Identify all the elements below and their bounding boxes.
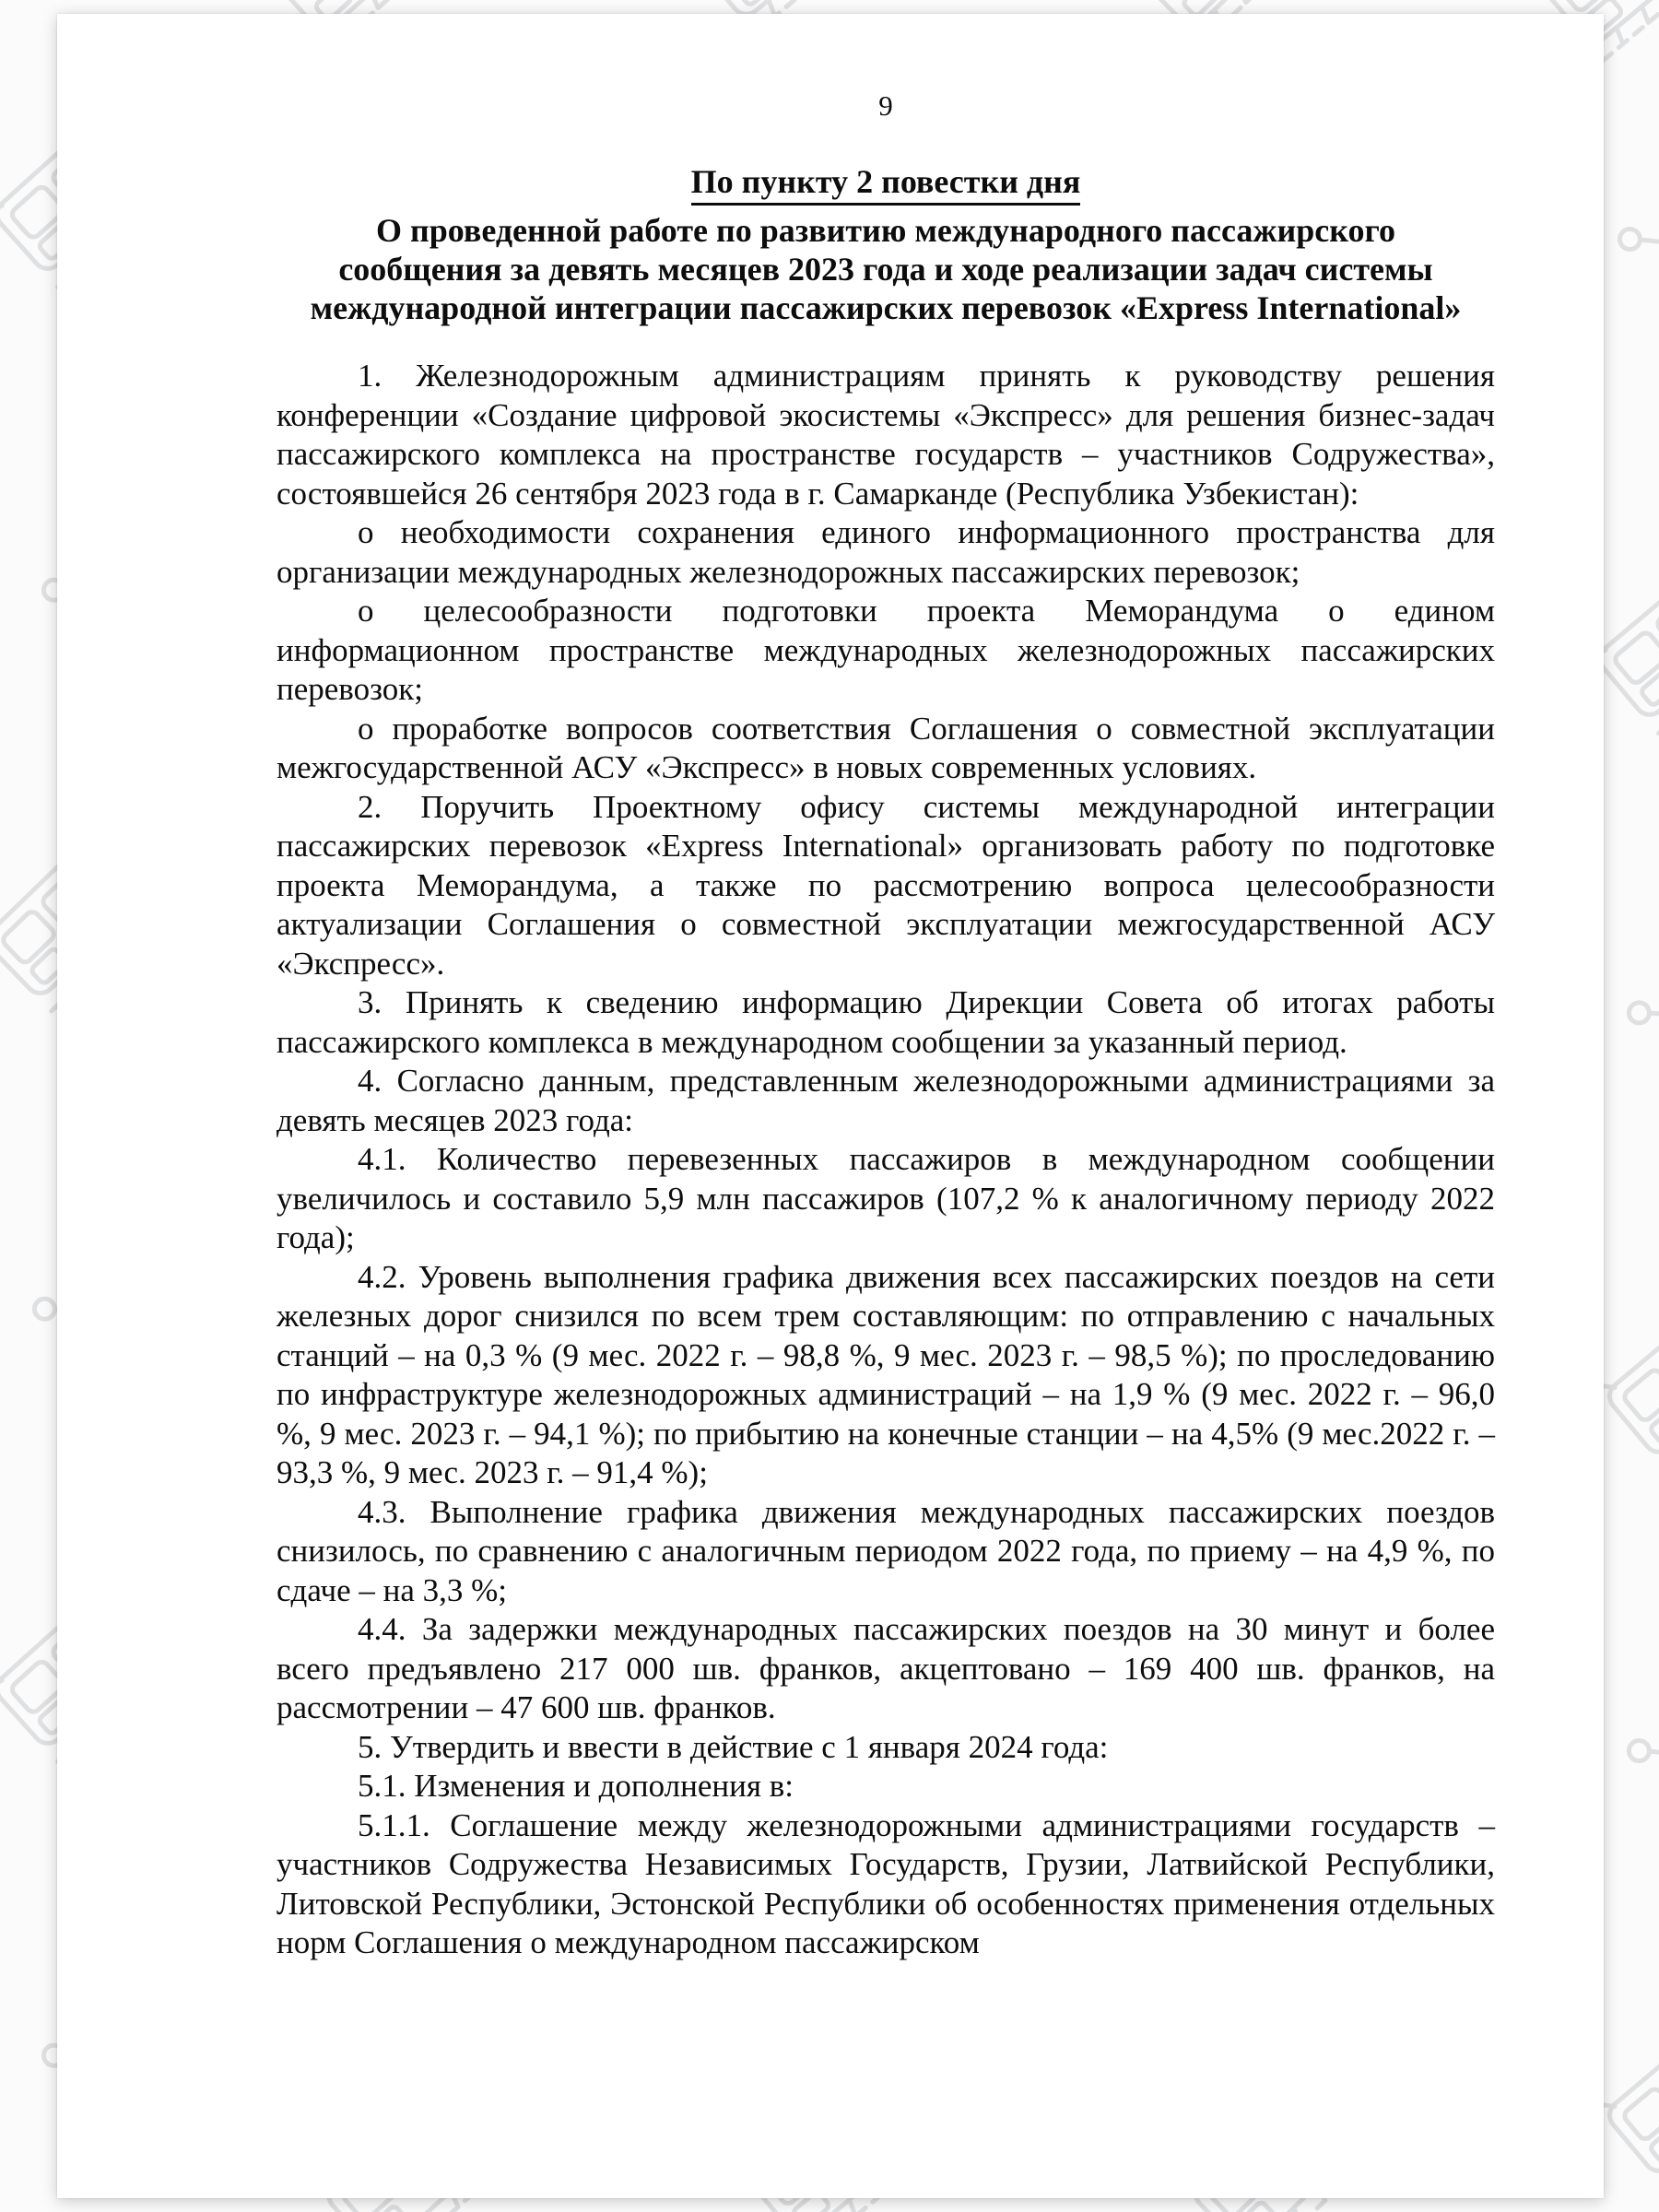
paragraph: 4.2. Уровень выполнения графика движения всех пассажирских поездов на сети железных дорог снизился по всем трем составляющим: по отправлению с начальных станций – на 0,3 % (9 мес. 2022 г. – 98,8 %, 9 мес. 2023 г. – 98,5 %); по проследованию по инфраструктуре железнодорожных администраций – на 1,9 % (9 мес. 2022 г. – 96,0 %, 9 мес. 2023 г. – 94,1 %); по прибытию на конечные станции – на 4,5% (9 мес.2022 г. – 93,3 %, 9 мес. 2023 г. – 91,4 %); xyxy=(276,1258,1495,1490)
paragraph: о проработке вопросов соответствия Соглашения о совместной эксплуатации межгосударственной АСУ «Экспресс» в новых современных условиях. xyxy=(276,710,1495,785)
document-sheet xyxy=(57,14,1604,2198)
paragraph: 4. Согласно данным, представленным железнодорожными администрациями за девять месяцев 2023 года: xyxy=(276,1063,1495,1138)
paragraph: 3. Принять к сведению информацию Дирекции Совета об итогах работы пассажирского комплекса в международном сообщении за указанный период. xyxy=(276,984,1495,1060)
paragraph: 5.1.1. Соглашение между железнодорожными администрациями государств – участников Содружества Независимых Государств, Грузии, Латвийской Республики, Литовской Республики, Эстонской Республики об особенностях применения отдельных норм Соглашения о международном пассажирском xyxy=(276,1806,1495,1960)
paragraph: 5. Утвердить и ввести в действие с 1 января 2024 года: xyxy=(358,1728,1109,1765)
paragraph: 4.1. Количество перевезенных пассажиров в международном сообщении увеличилось и составило 5,9 млн пассажиров (107,2 % к аналогичному периоду 2022 года); xyxy=(276,1141,1495,1255)
paragraph: 4.4. За задержки международных пассажирских поездов на 30 минут и более всего предъявлено 217 000 шв. франков, акцептовано – 169 400 шв. франков, на рассмотрении – 47 600 шв. франков. xyxy=(276,1611,1495,1725)
paragraph: 4.3. Выполнение графика движения международных пассажирских поездов снизилось, по сравнению с аналогичным периодом 2022 года, по приему – на 4,9 %, по сдаче – на 3,3 %; xyxy=(276,1493,1495,1608)
document-body xyxy=(276,357,1495,1963)
document-heading xyxy=(221,161,1550,327)
heading-subtitle-line: сообщения за девять месяцев 2023 года и ходе реализации задач системы xyxy=(338,251,1433,288)
paragraph: 2. Поручить Проектному офису системы международной интеграции пассажирских перевозок «Express International» организовать работу по подготовке проекта Меморандума, а также по рассмотрению вопроса целесообразности актуализации Соглашения о совместной эксплуатации межгосударственной АСУ «Экспресс». xyxy=(276,788,1495,982)
page-number: 9 xyxy=(878,89,893,122)
paragraph: о необходимости сохранения единого информационного пространства для организации международных железнодорожных пассажирских перевозок; xyxy=(276,514,1495,590)
paragraph: 1. Железнодорожным администрациям принять к руководству решения конференции «Создание цифровой экосистемы «Экспресс» для решения бизнес-задач пассажирского комплекса на пространстве государств – участников Содружества», состоявшейся 26 сентября 2023 года в г. Самарканде (Республика Узбекистан): xyxy=(276,358,1495,512)
heading-subtitle-line: О проведенной работе по развитию международного пассажирского xyxy=(376,212,1395,249)
agenda-item-title: По пункту 2 повестки дня xyxy=(691,161,1081,206)
heading-subtitle-line: международной интеграции пассажирских перевозок «Express International» xyxy=(310,289,1462,326)
paragraph: 5.1. Изменения и дополнения в: xyxy=(358,1768,794,1804)
paragraph: о целесообразности подготовки проекта Меморандума о едином информационном пространстве международных железнодорожных пассажирских перевозок; xyxy=(276,593,1495,707)
